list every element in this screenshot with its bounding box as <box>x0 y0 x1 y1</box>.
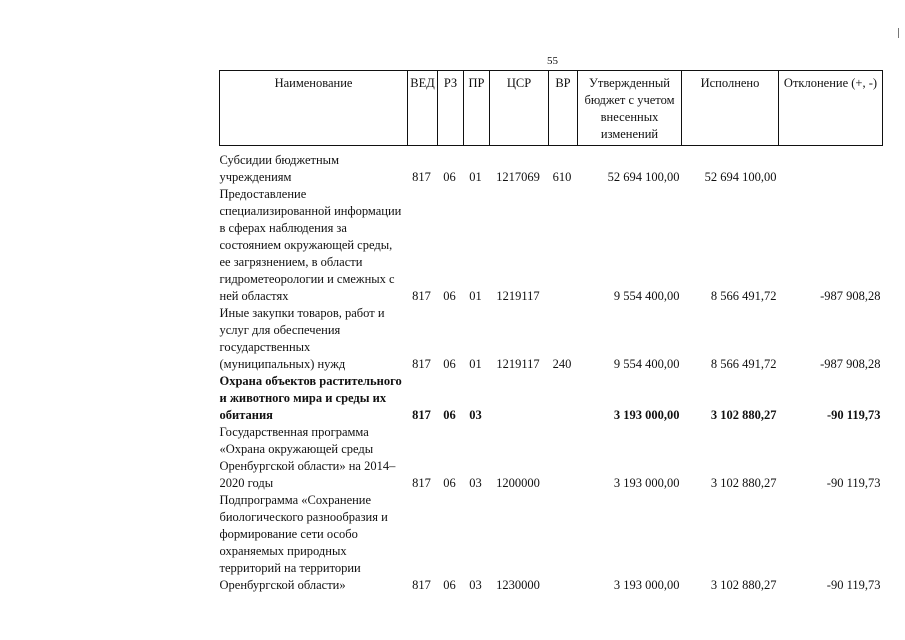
row-vr <box>549 424 578 492</box>
row-executed: 3 102 880,27 <box>710 578 777 592</box>
row-pr: 03 <box>469 578 482 592</box>
row-name: Подпрограмма «Сохранение биологического разнообразия и формирование сети особо охраняемых природных территорий на территории Оренбургской области» <box>219 493 388 592</box>
row-pr: 03 <box>469 408 482 422</box>
header-executed: Исполнено <box>682 71 779 146</box>
header-approved: Утвержденный бюджет с учетом внесенных изменений <box>578 71 682 146</box>
row-pr: 01 <box>469 357 482 371</box>
row-name: Предоставление специализированной информации в сферах наблюдения за состоянием окружающей среды, ее загрязнением, в области гидрометеорологии и смежных с ней областях <box>219 187 402 303</box>
row-name: Субсидии бюджетным учреждениям <box>219 153 339 184</box>
header-csr: ЦСР <box>490 71 549 146</box>
row-rz: 06 <box>443 408 456 422</box>
row-executed: 3 102 880,27 <box>710 476 777 490</box>
table-row <box>220 373 883 424</box>
row-rz: 06 <box>443 289 456 303</box>
table-header-row <box>220 71 883 146</box>
row-approved: 3 193 000,00 <box>613 578 680 592</box>
header-vr: ВР <box>549 71 578 146</box>
header-ved: ВЕД <box>408 71 438 146</box>
row-rz: 06 <box>443 476 456 490</box>
row-csr: 1200000 <box>496 476 540 490</box>
row-ved: 817 <box>412 289 431 303</box>
table-row <box>220 305 883 373</box>
row-vr <box>549 186 578 305</box>
row-ved: 817 <box>412 357 431 371</box>
row-vr: 240 <box>552 357 572 371</box>
row-deviation: -90 119,73 <box>827 408 881 422</box>
header-name: Наименование <box>220 71 408 146</box>
page-number: 55 <box>547 55 558 67</box>
row-csr: 1219117 <box>496 289 540 303</box>
scan-edge-mark <box>898 28 899 38</box>
header-pr: ПР <box>464 71 490 146</box>
table-row <box>220 424 883 492</box>
row-deviation: -987 908,28 <box>820 357 881 371</box>
row-ved: 817 <box>412 476 431 490</box>
row-approved: 3 193 000,00 <box>613 476 680 490</box>
budget-table <box>219 70 883 594</box>
row-executed: 8 566 491,72 <box>710 357 777 371</box>
table-row <box>220 492 883 594</box>
row-name: Иные закупки товаров, работ и услуг для обеспечения государственных (муниципальных) нужд <box>219 306 385 371</box>
row-vr <box>549 492 578 594</box>
row-csr: 1217069 <box>496 170 540 184</box>
table-row <box>220 146 883 187</box>
row-executed: 52 694 100,00 <box>704 170 777 184</box>
row-csr <box>490 373 549 424</box>
row-deviation <box>779 146 883 187</box>
table-row <box>220 186 883 305</box>
row-pr: 01 <box>469 170 482 184</box>
row-pr: 01 <box>469 289 482 303</box>
row-rz: 06 <box>443 170 456 184</box>
row-approved: 3 193 000,00 <box>613 408 680 422</box>
row-ved: 817 <box>412 578 431 592</box>
row-pr: 03 <box>469 476 482 490</box>
row-rz: 06 <box>443 578 456 592</box>
header-rz: РЗ <box>438 71 464 146</box>
row-name: Государственная программа «Охрана окружающей среды Оренбургской области» на 2014–2020 годы <box>219 425 396 490</box>
row-approved: 9 554 400,00 <box>613 357 680 371</box>
row-executed: 8 566 491,72 <box>710 289 777 303</box>
row-ved: 817 <box>412 170 431 184</box>
row-vr <box>549 373 578 424</box>
row-approved: 9 554 400,00 <box>613 289 680 303</box>
row-approved: 52 694 100,00 <box>607 170 680 184</box>
row-deviation: -987 908,28 <box>820 289 881 303</box>
row-deviation: -90 119,73 <box>826 476 881 490</box>
row-executed: 3 102 880,27 <box>710 408 777 422</box>
row-deviation: -90 119,73 <box>826 578 881 592</box>
row-rz: 06 <box>443 357 456 371</box>
row-vr: 610 <box>552 170 572 184</box>
row-csr: 1230000 <box>496 578 540 592</box>
row-ved: 817 <box>412 408 431 422</box>
row-name: Охрана объектов растительного и животного мира и среды их обитания <box>219 374 402 422</box>
header-deviation: Отклонение (+, -) <box>779 71 883 146</box>
row-csr: 1219117 <box>496 357 540 371</box>
